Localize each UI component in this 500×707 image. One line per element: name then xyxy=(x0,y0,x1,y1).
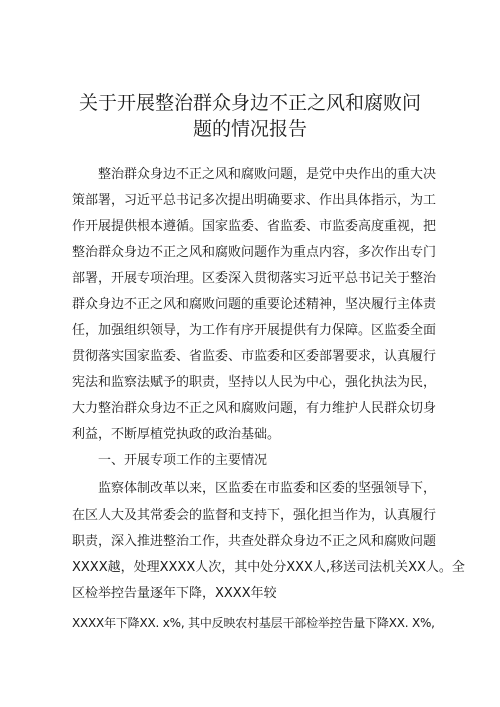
body-line: 利益，不断厚植党执政的政治基础。 xyxy=(72,427,281,442)
body-line: 整治群众身边不正之风和腐败问题作为重点内容，多次作出专门 xyxy=(72,245,437,260)
body-line: 部署，开展专项治理。区委深入贯彻落实习近平总书记关于整治 xyxy=(72,271,437,286)
body-line: 群众身边不正之风和腐败问题的重要论述精神，坚决履行主体责 xyxy=(72,297,437,312)
body-line: 任，加强组织领导，为工作有序开展提供有力保障。区监委全面 xyxy=(72,323,437,338)
section-heading: 一、开展专项工作的主要情况 xyxy=(98,453,268,468)
body-line: 作开展提供根本遵循。国家监委、省监委、市监委高度重视，把 xyxy=(72,219,437,234)
body-line: 大力整治群众身边不正之风和腐败问题，有力维护人民群众切身 xyxy=(72,401,437,416)
body-line: 贯彻落实国家监委、省监委、市监委和区委部署要求，认真履行 xyxy=(72,349,437,364)
body-line: 整治群众身边不正之风和腐败问题，是党中央作出的重大决 xyxy=(98,167,437,182)
document-title-line-1: 关于开展整治群众身边不正之风和腐败问 xyxy=(78,92,421,114)
body-line: 职责，深入推进整治工作，共查处群众身边不正之风和腐败问题 xyxy=(72,534,437,549)
body-line: XXXX越，处理XXXX人次，其中处分XXX人,移送司法机关XX人。全 xyxy=(72,560,465,575)
body-line: 策部署，习近平总书记多次提出明确要求、作出具体指示，为工 xyxy=(72,193,437,208)
body-line: 在区人大及其常委会的监督和支持下，强化担当作为，认真履行 xyxy=(72,508,437,523)
body-line: 宪法和监察法赋予的职责，坚持以人民为中心，强化执法为民， xyxy=(72,375,437,390)
body-line: 区检举控告量逐年下降，XXXX年较 xyxy=(72,586,277,601)
body-line: 监察体制改革以来，区监委在市监委和区委的坚强领导下， xyxy=(98,481,437,496)
document-title-line-2: 题的情况报告 xyxy=(192,118,307,140)
body-line: XXXX年下降XX. x%, 其中反映农村基层干部检举控告量下降XX. X%, xyxy=(72,616,435,630)
